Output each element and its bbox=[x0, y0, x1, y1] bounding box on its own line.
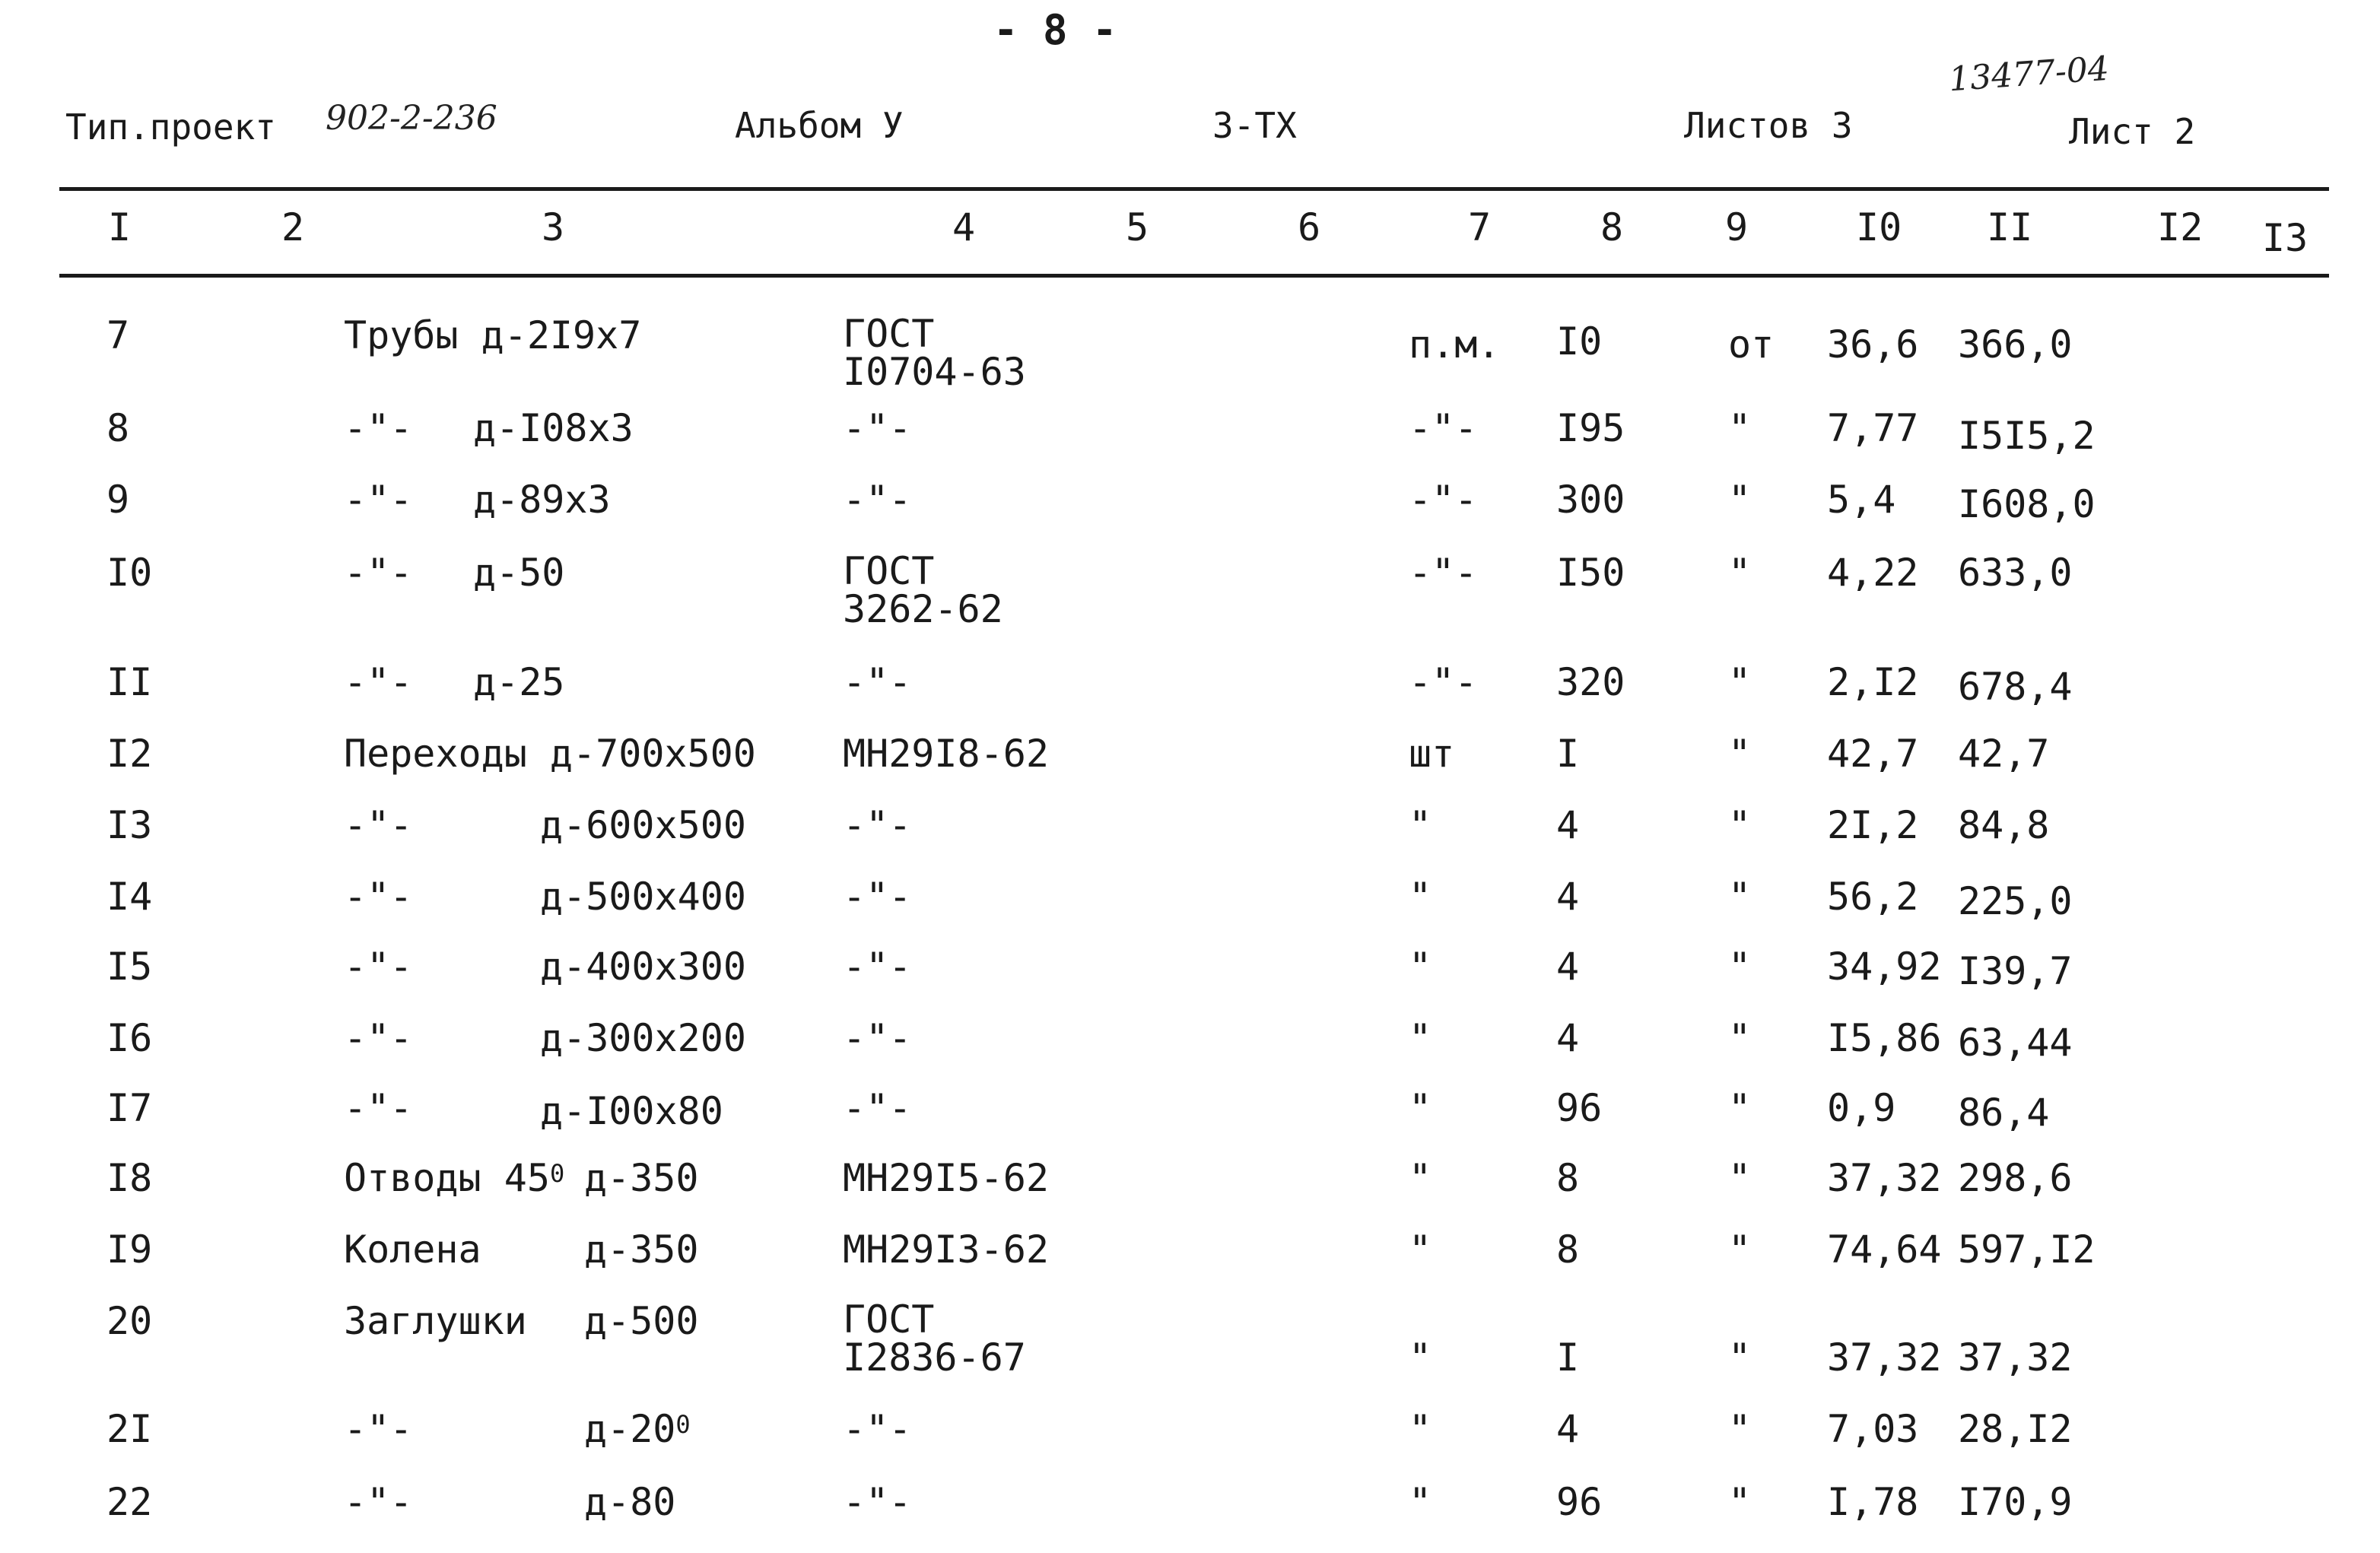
document-number: 13477-04 bbox=[1947, 49, 2111, 100]
unit-mass: 37,32 bbox=[1827, 1156, 1942, 1200]
standard: -"- bbox=[843, 1086, 912, 1130]
standard: МН29I8-62 bbox=[843, 732, 1049, 776]
quantity: 4 bbox=[1556, 803, 1580, 847]
item-name: -"- bbox=[344, 1016, 413, 1060]
unit: -"- bbox=[1409, 406, 1478, 450]
quantity: 4 bbox=[1556, 1407, 1580, 1451]
item-spec: д-300х200 bbox=[540, 1016, 746, 1060]
item-name: -"- bbox=[344, 875, 413, 919]
column-number-7: 7 bbox=[1468, 205, 1492, 249]
unit-mass: I,78 bbox=[1827, 1480, 1919, 1524]
table-top-rule bbox=[59, 187, 2329, 191]
standard: -"- bbox=[843, 406, 912, 450]
unit: " bbox=[1409, 803, 1432, 847]
standard: -"- bbox=[843, 1407, 912, 1451]
item-spec: д-89х3 bbox=[473, 478, 611, 522]
from-marker: " bbox=[1728, 478, 1752, 522]
item-spec bbox=[584, 1408, 691, 1450]
unit: " bbox=[1409, 1086, 1432, 1130]
table-row bbox=[0, 1018, 2380, 1086]
table-header-rule bbox=[59, 274, 2329, 278]
table-row bbox=[0, 662, 2380, 730]
standard: -"- bbox=[843, 945, 912, 989]
row-number: 8 bbox=[106, 406, 130, 450]
standard: МН29I5-62 bbox=[843, 1156, 1049, 1200]
unit-mass: 36,6 bbox=[1827, 322, 1919, 367]
total-mass: I608,0 bbox=[1958, 482, 2096, 526]
page-number: - 8 - bbox=[993, 6, 1117, 54]
total-mass: 678,4 bbox=[1958, 665, 2073, 709]
from-marker: " bbox=[1728, 1086, 1752, 1130]
from-marker: " bbox=[1728, 875, 1752, 919]
unit: " bbox=[1409, 1227, 1432, 1272]
row-number: 20 bbox=[106, 1299, 153, 1343]
item-name: -"- bbox=[344, 803, 413, 847]
degree-superscript: 0 bbox=[549, 1159, 565, 1188]
standard-line-1: ГОСТ bbox=[843, 312, 935, 356]
quantity: 8 bbox=[1556, 1156, 1580, 1200]
from-marker: " bbox=[1728, 732, 1752, 776]
type-project-value: 902-2-236 bbox=[326, 99, 497, 138]
table-row bbox=[0, 876, 2380, 945]
sheets-total: Листов 3 bbox=[1684, 105, 1853, 146]
album-label: Альбом У bbox=[735, 105, 904, 146]
from-marker: " bbox=[1728, 1335, 1752, 1380]
column-number-13: I3 bbox=[2262, 216, 2309, 260]
from-marker: " bbox=[1728, 1480, 1752, 1524]
table-row bbox=[0, 805, 2380, 873]
quantity: I50 bbox=[1556, 551, 1625, 595]
unit: " bbox=[1409, 945, 1432, 989]
unit-mass: 7,77 bbox=[1827, 406, 1919, 450]
unit-mass: 7,03 bbox=[1827, 1407, 1919, 1451]
unit: " bbox=[1409, 1156, 1432, 1200]
item-name: -"- bbox=[344, 1407, 413, 1451]
total-mass: 298,6 bbox=[1958, 1156, 2073, 1200]
quantity: 96 bbox=[1556, 1480, 1603, 1524]
quantity: 4 bbox=[1556, 875, 1580, 919]
item-spec: д-80 bbox=[584, 1480, 676, 1524]
standard-line-1: ГОСТ bbox=[843, 1297, 935, 1342]
table-row bbox=[0, 1408, 2380, 1477]
unit: -"- bbox=[1409, 478, 1478, 522]
row-number: I2 bbox=[106, 732, 153, 776]
table-row bbox=[0, 312, 2380, 394]
unit: " bbox=[1409, 1335, 1432, 1380]
unit-mass: 0,9 bbox=[1827, 1086, 1896, 1130]
from-marker: от bbox=[1728, 322, 1775, 367]
table-row bbox=[0, 1482, 2380, 1550]
total-mass: 225,0 bbox=[1958, 879, 2073, 923]
table-row bbox=[0, 408, 2380, 476]
item-name: Трубы д-2I9х7 bbox=[344, 313, 642, 357]
item-name: -"- bbox=[344, 478, 413, 522]
item-name: -"- bbox=[344, 1480, 413, 1524]
item-name: -"- bbox=[344, 406, 413, 450]
standard: -"- bbox=[843, 1480, 912, 1524]
from-marker: " bbox=[1728, 1407, 1752, 1451]
row-number: I9 bbox=[106, 1227, 153, 1272]
total-mass: I39,7 bbox=[1958, 949, 2073, 993]
quantity: 300 bbox=[1556, 478, 1625, 522]
column-number-11: II bbox=[1987, 205, 2033, 249]
column-number-9: 9 bbox=[1725, 205, 1749, 249]
item-spec: д-I00х80 bbox=[540, 1089, 723, 1133]
unit-mass: 34,92 bbox=[1827, 945, 1942, 989]
unit: п.м. bbox=[1409, 322, 1501, 367]
column-number-4: 4 bbox=[952, 205, 976, 249]
quantity: 320 bbox=[1556, 660, 1625, 704]
column-number-1: I bbox=[108, 205, 132, 249]
item-spec: д-50 bbox=[473, 551, 565, 595]
standard-line-2: 3262-62 bbox=[843, 587, 1003, 631]
table-row bbox=[0, 479, 2380, 548]
standard-line-2: I2836-67 bbox=[843, 1335, 1026, 1380]
unit: -"- bbox=[1409, 551, 1478, 595]
unit-mass: I5,86 bbox=[1827, 1016, 1942, 1060]
row-number: I0 bbox=[106, 551, 153, 595]
table-row bbox=[0, 1297, 2380, 1380]
unit: " bbox=[1409, 1407, 1432, 1451]
total-mass: 597,I2 bbox=[1958, 1227, 2096, 1272]
item-name: -"- bbox=[344, 551, 413, 595]
unit-mass: 37,32 bbox=[1827, 1335, 1942, 1380]
table-row bbox=[0, 1229, 2380, 1297]
table-row bbox=[0, 733, 2380, 802]
quantity: I bbox=[1556, 732, 1580, 776]
item-spec: д-I08х3 bbox=[473, 406, 634, 450]
column-number-3: 3 bbox=[542, 205, 565, 249]
unit: " bbox=[1409, 1016, 1432, 1060]
unit-mass: 74,64 bbox=[1827, 1227, 1942, 1272]
item-spec: д-350 bbox=[584, 1227, 699, 1272]
standard bbox=[843, 1297, 1026, 1380]
total-mass: 28,I2 bbox=[1958, 1407, 2073, 1451]
quantity: 96 bbox=[1556, 1086, 1603, 1130]
table-row bbox=[0, 946, 2380, 1015]
total-mass: 63,44 bbox=[1958, 1021, 2073, 1065]
total-mass: 42,7 bbox=[1958, 732, 2050, 776]
unit: " bbox=[1409, 1480, 1432, 1524]
table-row bbox=[0, 1088, 2380, 1156]
standard bbox=[843, 549, 1003, 631]
total-mass: 366,0 bbox=[1958, 322, 2073, 367]
table-row bbox=[0, 549, 2380, 631]
row-number: I7 bbox=[106, 1086, 153, 1130]
quantity: I bbox=[1556, 1335, 1580, 1380]
from-marker: " bbox=[1728, 406, 1752, 450]
from-marker: " bbox=[1728, 1016, 1752, 1060]
item-name-text: Отводы 45 bbox=[344, 1156, 550, 1200]
row-number: I4 bbox=[106, 875, 153, 919]
item-name: Колена bbox=[344, 1227, 481, 1272]
column-number-10: I0 bbox=[1856, 205, 1902, 249]
row-number: I8 bbox=[106, 1156, 153, 1200]
standard: МН29I3-62 bbox=[843, 1227, 1049, 1272]
from-marker: " bbox=[1728, 660, 1752, 704]
standard: -"- bbox=[843, 478, 912, 522]
type-project-label: Тип.проект bbox=[65, 106, 276, 148]
standard-line-2: I0704-63 bbox=[843, 350, 1026, 394]
unit-mass: 56,2 bbox=[1827, 875, 1919, 919]
total-mass: 84,8 bbox=[1958, 803, 2050, 847]
degree-superscript: 0 bbox=[675, 1410, 691, 1439]
item-name bbox=[344, 1158, 564, 1199]
standard-line-1: ГОСТ bbox=[843, 549, 935, 593]
total-mass: I70,9 bbox=[1958, 1480, 2073, 1524]
unit: " bbox=[1409, 875, 1432, 919]
row-number: 9 bbox=[106, 478, 130, 522]
item-spec: д-500 bbox=[584, 1299, 699, 1343]
standard: -"- bbox=[843, 1016, 912, 1060]
column-number-5: 5 bbox=[1126, 205, 1149, 249]
row-number: I3 bbox=[106, 803, 153, 847]
quantity: I0 bbox=[1556, 319, 1603, 364]
unit: -"- bbox=[1409, 660, 1478, 704]
table-row bbox=[0, 1158, 2380, 1226]
quantity: 8 bbox=[1556, 1227, 1580, 1272]
column-number-8: 8 bbox=[1600, 205, 1624, 249]
item-name: Переходы д-700х500 bbox=[344, 732, 756, 776]
item-spec: д-400х300 bbox=[540, 945, 746, 989]
item-spec: д-350 bbox=[584, 1156, 699, 1200]
item-spec: д-600х500 bbox=[540, 803, 746, 847]
row-number: II bbox=[106, 660, 153, 704]
from-marker: " bbox=[1728, 1156, 1752, 1200]
sheet-number: Лист 2 bbox=[2069, 111, 2196, 152]
unit-mass: 2,I2 bbox=[1827, 660, 1919, 704]
from-marker: " bbox=[1728, 551, 1752, 595]
total-mass: 633,0 bbox=[1958, 551, 2073, 595]
total-mass: I5I5,2 bbox=[1958, 414, 2096, 458]
total-mass: 86,4 bbox=[1958, 1091, 2050, 1135]
quantity: 4 bbox=[1556, 945, 1580, 989]
from-marker: " bbox=[1728, 1227, 1752, 1272]
column-number-6: 6 bbox=[1298, 205, 1321, 249]
quantity: I95 bbox=[1556, 406, 1625, 450]
standard: -"- bbox=[843, 803, 912, 847]
row-number: 2I bbox=[106, 1407, 153, 1451]
quantity: 4 bbox=[1556, 1016, 1580, 1060]
from-marker: " bbox=[1728, 945, 1752, 989]
item-name: -"- bbox=[344, 945, 413, 989]
row-number: I6 bbox=[106, 1016, 153, 1060]
item-spec: д-25 bbox=[473, 660, 565, 704]
section-label: 3-ТХ bbox=[1212, 105, 1297, 146]
row-number: 22 bbox=[106, 1480, 153, 1524]
unit: шт bbox=[1409, 732, 1455, 776]
item-name: -"- bbox=[344, 1086, 413, 1130]
unit-mass: 42,7 bbox=[1827, 732, 1919, 776]
from-marker: " bbox=[1728, 803, 1752, 847]
total-mass: 37,32 bbox=[1958, 1335, 2073, 1380]
standard: -"- bbox=[843, 660, 912, 704]
item-spec: д-500х400 bbox=[540, 875, 746, 919]
row-number: 7 bbox=[106, 313, 130, 357]
unit-mass: 5,4 bbox=[1827, 478, 1896, 522]
item-spec-text: д-20 bbox=[584, 1407, 676, 1451]
column-number-2: 2 bbox=[281, 205, 305, 249]
standard: -"- bbox=[843, 875, 912, 919]
row-number: I5 bbox=[106, 945, 153, 989]
unit-mass: 2I,2 bbox=[1827, 803, 1919, 847]
item-name: -"- bbox=[344, 660, 413, 704]
column-number-12: I2 bbox=[2157, 205, 2204, 249]
unit-mass: 4,22 bbox=[1827, 551, 1919, 595]
item-name: Заглушки bbox=[344, 1299, 527, 1343]
standard bbox=[843, 312, 1026, 394]
